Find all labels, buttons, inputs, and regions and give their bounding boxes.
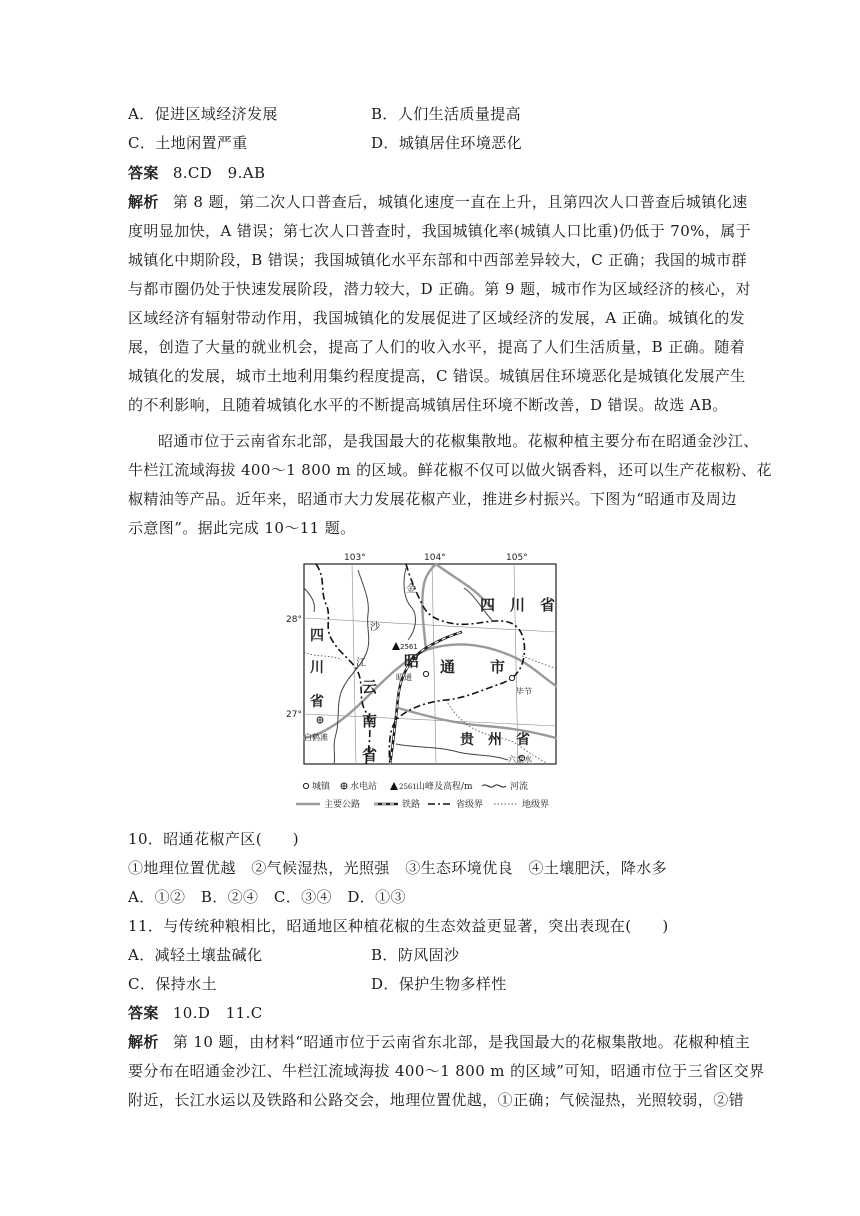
q11-option-c: C．保持水土 [128,975,217,993]
label-tong: 通 [440,658,456,676]
zhaotong-map [286,548,576,814]
analysis-block-2-first [128,1032,751,1052]
analysis-text: 第 8 题，第二次人口普查后，城镇化速度一直在上升，且第四次人口普查后城镇化速 [172,193,748,211]
label-nan: 南 [362,712,378,730]
answer-text: 10.D 11.C [172,1004,263,1022]
material-line: 椒精油等产品。近年来，昭通市大力发展花椒产业，推进乡村振兴。下图为“昭通市及周边 [128,490,737,508]
q11-option-d: D．保护生物多样性 [371,975,507,993]
label-guizhou-province: 贵 州 省 [460,732,530,748]
analysis-line: 附近，长江水运以及铁路和公路交会，地理位置优越，①正确；气候湿热，光照较弱，②错 [128,1091,745,1109]
label-sha: 沙 [370,622,380,633]
q10-stem: 10．昭通花椒产区( ) [128,830,299,848]
answer-text: 8.CD 9.AB [172,164,266,182]
analysis-line: 城镇化中期阶段，B 错误；我国城镇化水平东部和中西部差异较大，C 正确；我国的城市群 [128,251,747,269]
label-baihetan: 白鹤滩 [304,733,328,742]
legend-highway: 主要公路 [324,800,361,810]
legend-province-border: 省级界 [456,800,484,810]
material-line: 昭通市位于云南省东北部，是我国最大的花椒集散地。花椒种植主要分布在昭通金沙江、 [158,432,759,450]
map-legend [296,780,549,810]
analysis-line: 的不利影响，且随着城镇化水平的不断提高城镇居住环境不断改善，D 错误。故选 AB。 [128,396,728,414]
label-shi: 市 [490,658,506,676]
lon-label: 105° [506,553,528,563]
q9-option-c: C．土地闲置严重 [128,134,248,152]
analysis-line: 与都市圈仍处于快速发展阶段，潜力较大，D 正确。第 9 题，城市作为区域经济的核心，对 [128,280,752,298]
label-sichuan-province-ne: 四 川 省 [480,596,556,614]
map-svg [286,548,576,814]
q11-stem: 11．与传统种粮相比，昭通地区种植花椒的生态效益更显著，突出表现在( ) [128,917,669,935]
legend-peak-value: 2561 [399,783,417,791]
legend-river: 河流 [510,782,529,792]
legend-peak: 山峰及高程/m [416,782,473,792]
legend-town: 城镇 [312,782,331,792]
label-zhaotong-city: 昭通 [396,673,412,682]
q11-option-a: A．减轻土壤盐碱化 [128,946,263,964]
legend-town-icon [303,783,308,788]
analysis-label: 解析 [128,193,159,211]
legend-peak-icon [390,782,398,790]
analysis-line: 要分布在昭通金沙江、牛栏江流域海拔 400～1 800 m 的区域”可知，昭通市位于三省区交界 [128,1062,765,1080]
material-line: 牛栏江流域海拔 400～1 800 m 的区域。鲜花椒不仅可以做火锅香料，还可以生产花椒粉、花 [128,461,772,479]
answer-block-2 [128,1003,740,1023]
label-sheng-west: 省 [310,694,324,710]
analysis-text: 第 10 题，由材料“昭通市位于云南省东北部，是我国最大的花椒集散地。花椒种植主 [172,1033,751,1051]
label-bijie: 毕节 [516,687,532,696]
legend-hydro: 水电站 [350,782,378,792]
q10-statements: ①地理位置优越 ②气候湿热，光照强 ③生态环境优良 ④土壤肥沃，降水多 [128,859,668,877]
analysis-line: 区域经济有辐射带动作用，我国城镇化的发展促进了区域经济的发展，A 正确。城镇化的发 [128,309,746,327]
q10-options: A．①② B．②④ C．③④ D．①③ [128,888,406,906]
answer-block-1 [128,163,740,183]
answer-label: 答案 [128,164,159,182]
hydro-station-icon [317,717,323,723]
lat-label: 28° [286,615,302,625]
label-chuan: 川 [310,660,324,676]
q9-option-a: A．促进区域经济发展 [128,105,278,123]
peak-elevation: 2561 [400,643,418,651]
label-si: 四 [310,628,324,644]
legend-river-icon [482,785,506,787]
label-jiang: 江 [356,658,366,669]
answer-label: 答案 [128,1004,159,1022]
q11-option-b: B．防风固沙 [371,946,460,964]
legend-hydro-icon [341,783,347,789]
legend-railway: 铁路 [402,800,421,810]
lat-label: 27° [286,710,302,720]
analysis-line: 度明显加快，A 错误；第七次人口普查时，我国城镇化率(城镇人口比重)仍低于 70%，属于 [128,222,752,240]
analysis-line: 展，创造了大量的就业机会，提高了人们的收入水平，提高了人们生活质量，B 正确。随着 [128,338,746,356]
lon-label: 104° [424,553,446,563]
label-zhao: 昭 [404,652,420,670]
q9-option-b: B．人们生活质量提高 [371,105,522,123]
material-line: 示意图”。据此完成 10～11 题。 [128,519,356,537]
lon-label: 103° [344,553,366,563]
label-sheng-south: 省 [362,746,378,764]
analysis-label: 解析 [128,1033,159,1051]
analysis-line: 城镇化的发展，城市土地利用集约程度提高，C 错误。城镇居住环境恶化是城镇化发展产生 [128,367,746,385]
label-jin: 金 [406,584,416,595]
label-yun: 云 [362,678,378,696]
label-liupanshui: 六盘水 [508,755,532,764]
q9-option-d: D．城镇居住环境恶化 [371,134,523,152]
legend-prefecture-border: 地级界 [522,800,550,810]
analysis-block-1-first [128,192,748,212]
